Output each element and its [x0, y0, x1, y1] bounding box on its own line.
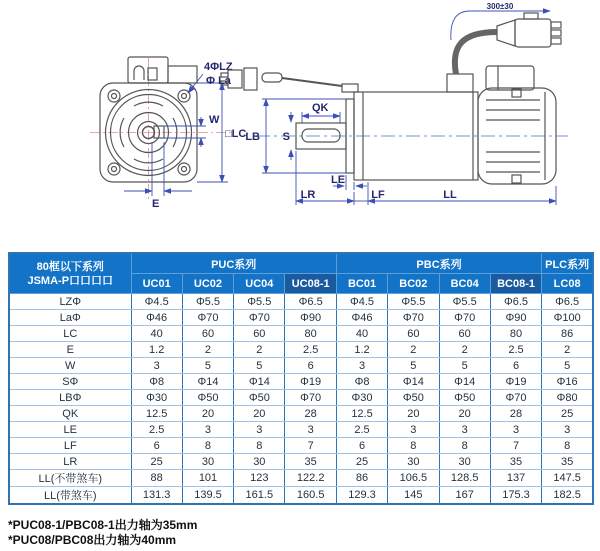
dim-label-w: W [209, 114, 220, 126]
dimension-value-cell: Φ14 [388, 374, 439, 390]
dim-label-lr: LR [300, 189, 316, 201]
dimension-value-cell: 101 [182, 470, 233, 487]
dimension-value-cell: 3 [131, 358, 182, 374]
dimension-value-cell: 2.5 [285, 342, 336, 358]
dimension-value-cell: 147.5 [542, 470, 593, 487]
power-cable [455, 32, 497, 74]
dimension-value-cell: 60 [439, 326, 490, 342]
dimension-value-cell: Φ30 [336, 390, 387, 406]
dimension-value-cell: Φ8 [131, 374, 182, 390]
encoder-connector [221, 68, 342, 90]
row-label: E [9, 342, 131, 358]
front-view-dimensions [124, 74, 228, 196]
dimension-value-cell: Φ70 [388, 310, 439, 326]
row-label: LBΦ [9, 390, 131, 406]
dimension-value-cell: 6 [490, 358, 541, 374]
dimension-value-cell: 3 [490, 422, 541, 438]
dimension-value-cell: 6 [131, 438, 182, 454]
table-row [9, 294, 593, 310]
dimension-value-cell: 25 [336, 454, 387, 470]
table-row [9, 454, 593, 470]
dimension-value-cell: 2.5 [490, 342, 541, 358]
dim-label-qk: QK [312, 102, 329, 114]
dimension-value-cell: 3 [182, 422, 233, 438]
table-row [9, 406, 593, 422]
dimension-value-cell: 88 [131, 470, 182, 487]
table-row [9, 310, 593, 326]
dimension-value-cell: 2.5 [131, 422, 182, 438]
dimension-value-cell: Φ46 [336, 310, 387, 326]
dim-label-cable-length: 300±30 [486, 2, 514, 11]
table-row [9, 470, 593, 487]
table-row [9, 326, 593, 342]
dimension-value-cell: 139.5 [182, 487, 233, 505]
dimension-value-cell: 35 [285, 454, 336, 470]
dimension-value-cell: 30 [182, 454, 233, 470]
dim-label-lb: LB [245, 131, 260, 143]
dimension-value-cell: Φ14 [439, 374, 490, 390]
dimension-value-cell: 175.3 [490, 487, 541, 505]
model-header: UC04 [234, 274, 285, 294]
series-group-header: PBC系列 [336, 253, 541, 274]
row-label: LZΦ [9, 294, 131, 310]
dimension-value-cell: 167 [439, 487, 490, 505]
model-header: UC02 [182, 274, 233, 294]
table-row [9, 438, 593, 454]
dimension-value-cell: 5 [439, 358, 490, 374]
dimension-value-cell: 30 [388, 454, 439, 470]
dimension-value-cell: 80 [490, 326, 541, 342]
dimension-value-cell: 128.5 [439, 470, 490, 487]
dimension-value-cell: 2 [439, 342, 490, 358]
dimension-value-cell: Φ4.5 [131, 294, 182, 310]
dim-label-phila: Φ La [206, 75, 231, 87]
dim-label-ll: LL [443, 189, 457, 201]
dimension-value-cell: 2 [388, 342, 439, 358]
row-label: LC [9, 326, 131, 342]
dimension-value-cell: Φ70 [234, 310, 285, 326]
dim-label-e: E [152, 198, 160, 210]
dimension-value-cell: 7 [285, 438, 336, 454]
dimension-value-cell: 30 [234, 454, 285, 470]
dimension-value-cell: 3 [234, 422, 285, 438]
dimension-value-cell: Φ19 [490, 374, 541, 390]
row-label: SΦ [9, 374, 131, 390]
dimension-value-cell: 2.5 [336, 422, 387, 438]
dim-label-4philz: 4ΦLZ [204, 61, 233, 73]
dimension-value-cell: Φ14 [182, 374, 233, 390]
dimension-value-cell: Φ6.5 [285, 294, 336, 310]
dimension-value-cell: 8 [439, 438, 490, 454]
table-row [9, 342, 593, 358]
dim-label-le: LE [330, 174, 346, 186]
row-label: LR [9, 454, 131, 470]
dimension-value-cell: 86 [542, 326, 593, 342]
dimension-value-cell: 40 [336, 326, 387, 342]
row-label: LaΦ [9, 310, 131, 326]
dimension-value-cell: Φ100 [542, 310, 593, 326]
row-label: LL(不带煞车) [9, 470, 131, 487]
table-row [9, 358, 593, 374]
dimension-value-cell: 145 [388, 487, 439, 505]
dimension-spec-table [8, 252, 594, 505]
dimension-value-cell: Φ19 [285, 374, 336, 390]
dimension-value-cell: Φ90 [490, 310, 541, 326]
dimension-value-cell: 35 [542, 454, 593, 470]
dimension-value-cell: Φ70 [182, 310, 233, 326]
dimension-value-cell: 60 [388, 326, 439, 342]
dimension-value-cell: 28 [285, 406, 336, 422]
dimension-value-cell: 1.2 [131, 342, 182, 358]
dimension-value-cell: 28 [490, 406, 541, 422]
dimension-value-cell: 3 [439, 422, 490, 438]
dimension-value-cell: Φ16 [542, 374, 593, 390]
dimension-value-cell: 137 [490, 470, 541, 487]
dimension-value-cell: Φ70 [490, 390, 541, 406]
model-header: BC02 [388, 274, 439, 294]
dimension-value-cell: Φ50 [388, 390, 439, 406]
row-label: QK [9, 406, 131, 422]
dimension-value-cell: 12.5 [131, 406, 182, 422]
model-header: UC08-1 [285, 274, 336, 294]
dimension-value-cell: 5 [542, 358, 593, 374]
dimension-value-cell: 129.3 [336, 487, 387, 505]
dimension-value-cell: Φ46 [131, 310, 182, 326]
dimension-value-cell: 8 [388, 438, 439, 454]
model-header: BC04 [439, 274, 490, 294]
dimension-value-cell: 25 [542, 406, 593, 422]
row-label: LE [9, 422, 131, 438]
dimension-value-cell: 12.5 [336, 406, 387, 422]
dimension-value-cell: 2 [182, 342, 233, 358]
dimension-value-cell: 161.5 [234, 487, 285, 505]
row-label: LL(带煞车) [9, 487, 131, 505]
dimension-value-cell: 3 [336, 358, 387, 374]
dimension-value-cell: 5 [388, 358, 439, 374]
row-label: LF [9, 438, 131, 454]
series-group-header: PUC系列 [131, 253, 336, 274]
table-row [9, 390, 593, 406]
table-row [9, 487, 593, 505]
dimension-value-cell: 123 [234, 470, 285, 487]
dimension-value-cell: 86 [336, 470, 387, 487]
dimension-value-cell: 35 [490, 454, 541, 470]
table-row [9, 374, 593, 390]
motor-side-view [221, 13, 568, 184]
dimension-value-cell: 8 [542, 438, 593, 454]
power-connector [497, 13, 561, 47]
model-header: BC01 [336, 274, 387, 294]
dimension-value-cell: Φ5.5 [439, 294, 490, 310]
dimension-value-cell: Φ6.5 [490, 294, 541, 310]
dimension-value-cell: 30 [439, 454, 490, 470]
motor-dimension-drawing [0, 0, 600, 248]
dimension-value-cell: 122.2 [285, 470, 336, 487]
row-label: W [9, 358, 131, 374]
dimension-value-cell: Φ4.5 [336, 294, 387, 310]
dimension-value-cell: 5 [182, 358, 233, 374]
dimension-value-cell: 80 [285, 326, 336, 342]
dimension-value-cell: Φ5.5 [234, 294, 285, 310]
dimension-value-cell: 20 [182, 406, 233, 422]
dimension-value-cell: 3 [542, 422, 593, 438]
footnote-line: *PUC08-1/PBC08-1出力轴为35mm [8, 518, 198, 532]
dimension-value-cell: 2 [234, 342, 285, 358]
dimension-value-cell: 20 [439, 406, 490, 422]
dimension-value-cell: Φ5.5 [182, 294, 233, 310]
dimension-value-cell: Φ50 [439, 390, 490, 406]
shaft-keyway [302, 129, 340, 142]
dimension-value-cell: 60 [182, 326, 233, 342]
dimension-value-cell: Φ90 [285, 310, 336, 326]
dimension-value-cell: Φ14 [234, 374, 285, 390]
dimension-value-cell: 20 [234, 406, 285, 422]
model-header: LC08 [542, 274, 593, 294]
dim-label-s: S [282, 131, 290, 143]
footnote-line: *PUC08/PBC08出力轴为40mm [8, 533, 177, 547]
dimension-value-cell: Φ70 [285, 390, 336, 406]
dimension-value-cell: 3 [388, 422, 439, 438]
dimension-value-cell: Φ8 [336, 374, 387, 390]
dimension-value-cell: Φ80 [542, 390, 593, 406]
dimension-value-cell: 60 [234, 326, 285, 342]
dimension-value-cell: 8 [182, 438, 233, 454]
dimension-value-cell: 20 [388, 406, 439, 422]
dimension-value-cell: Φ30 [131, 390, 182, 406]
dimension-value-cell: 182.5 [542, 487, 593, 505]
model-header: UC01 [131, 274, 182, 294]
series-group-header: PLC系列 [542, 253, 593, 274]
dimension-value-cell: Φ50 [182, 390, 233, 406]
dimension-value-cell: 131.3 [131, 487, 182, 505]
dimension-value-cell: 106.5 [388, 470, 439, 487]
dimension-value-cell: Φ6.5 [542, 294, 593, 310]
table-corner-header: 80框以下系列 JSMA-P口口口口 [9, 253, 131, 294]
table-row [9, 422, 593, 438]
dimension-value-cell: Φ50 [234, 390, 285, 406]
dimension-value-cell: 40 [131, 326, 182, 342]
dim-label-lc: □LC [225, 128, 247, 140]
dimension-value-cell: 160.5 [285, 487, 336, 505]
dimension-value-cell: 7 [490, 438, 541, 454]
dim-label-lf: LF [371, 189, 385, 201]
footnotes [8, 518, 197, 548]
dimension-value-cell: 3 [285, 422, 336, 438]
dimension-value-cell: 6 [336, 438, 387, 454]
dimension-value-cell: 2 [542, 342, 593, 358]
model-header: BC08-1 [490, 274, 541, 294]
dimension-value-cell: 6 [285, 358, 336, 374]
dimension-value-cell: 5 [234, 358, 285, 374]
terminal-box [128, 57, 197, 83]
dimension-value-cell: Φ70 [439, 310, 490, 326]
dimension-value-cell: 8 [234, 438, 285, 454]
dimension-value-cell: Φ5.5 [388, 294, 439, 310]
dimension-value-cell: 1.2 [336, 342, 387, 358]
dimension-value-cell: 25 [131, 454, 182, 470]
